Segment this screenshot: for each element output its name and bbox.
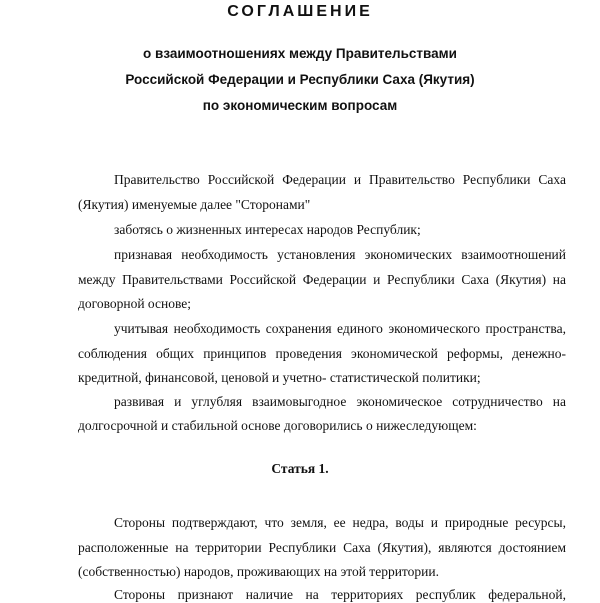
preamble-line: кредитной, финансовой, ценовой и учетно- статистической политики; [78,370,481,385]
article-line: Стороны признают наличие на территориях республик федеральной, [114,587,566,602]
article-heading: Статья 1. [271,461,329,476]
preamble-line: учитывая необходимость сохранения единого экономического пространства, [114,321,566,336]
article-line: расположенные на территории Республики Саха (Якутия), являются достоянием [78,540,566,555]
preamble-line: признавая необходимость установления экономических взаимоотношений [114,247,566,262]
preamble-line: долгосрочной и стабильной основе договорились о нижеследующем: [78,418,477,433]
article-line: Стороны подтверждают, что земля, ее недра, воды и природные ресурсы, [114,515,566,530]
subtitle-line-3: по экономическим вопросам [202,98,398,113]
subtitle-line-2: Российской Федерации и Республики Саха (Якутия) [125,72,475,87]
preamble-line: соблюдения общих принципов проведения экономической реформы, денежно- [78,346,566,361]
preamble-line: (Якутия) именуемые далее "Сторонами" [78,197,311,212]
preamble-line: Правительство Российской Федерации и Правительство Республики Саха [114,172,566,187]
subtitle-line-1: о взаимоотношениях между Правительствами [143,46,457,61]
preamble-line: развивая и углубляя взаимовыгодное экономическое сотрудничество на [114,394,566,409]
document-title: СОГЛАШЕНИЕ [227,3,373,20]
preamble-line: заботясь о жизненных интересах народов Республик; [114,222,421,237]
article-line: (собственностью) народов, проживающих на этой территории. [78,564,439,579]
preamble-line: между Правительствами Российской Федерации и Республики Саха (Якутия) на [78,272,566,287]
preamble-line: договорной основе; [78,296,192,311]
